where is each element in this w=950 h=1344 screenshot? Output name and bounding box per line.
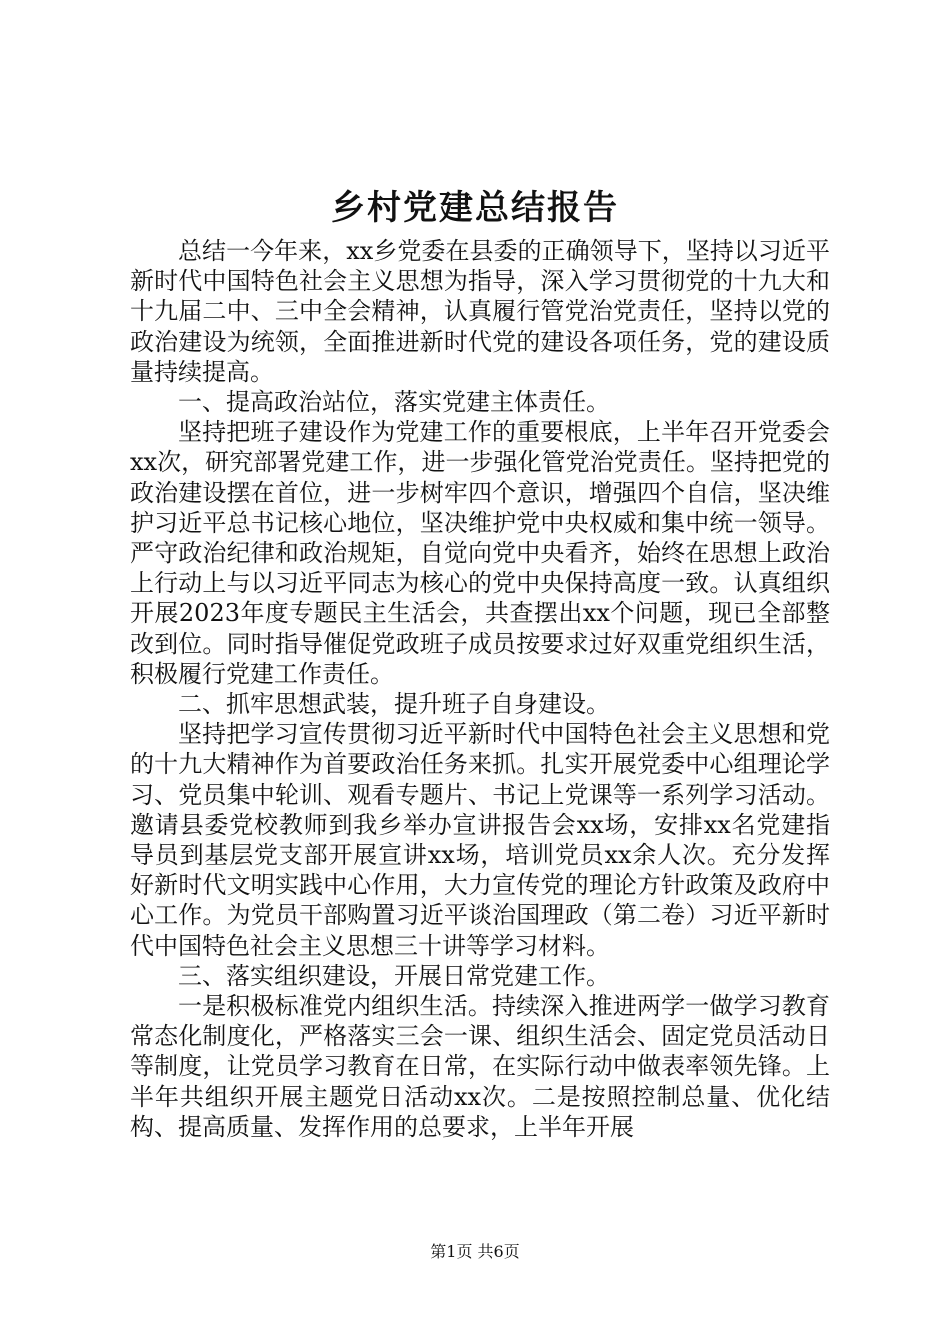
document-body [130, 236, 830, 1142]
paragraph-section-3: 一是积极标准党内组织生活。持续深入推进两学一做学习教育常态化制度化，严格落实三会一课、组织生活会、固定党员活动日等制度，让党员学习教育在日常，在实际行动中做表率领先锋。上半年共组织开展主题党日活动xx次。二是按照控制总量、优化结构、提高质量、发挥作用的总要求，上半年开展 [130, 992, 830, 1141]
section-heading-3: 三、落实组织建设，开展日常党建工作。 [178, 961, 610, 990]
paragraph-section-1: 坚持把班子建设作为党建工作的重要根底，上半年召开党委会xx次，研究部署党建工作，进一步强化管党治党责任。坚持把党的政治建设摆在首位，进一步树牢四个意识，增强四个自信，坚决维护习近平总书记核心地位，坚决维护党中央权威和集中统一领导。严守政治纪律和政治规矩，自觉向党中央看齐，始终在思想上政治上行动上与以习近平同志为核心的党中央保持高度一致。认真组织开展2023年度专题民主生活会，共查摆出xx个问题，现已全部整改到位。同时指导催促党政班子成员按要求过好双重党组织生活，积极履行党建工作责任。 [130, 418, 830, 688]
page-number: 第1页 共6页 [430, 1242, 520, 1261]
paragraph-intro: 总结一今年来，xx乡党委在县委的正确领导下，坚持以习近平新时代中国特色社会主义思想为指导，深入学习贯彻党的十九大和十九届二中、三中全会精神，认真履行管党治党责任，坚持以党的政治建设为统领，全面推进新时代党的建设各项任务，党的建设质量持续提高。 [130, 237, 830, 386]
section-heading-2: 二、抓牢思想武装，提升班子自身建设。 [178, 690, 610, 719]
document-title: 乡村党建总结报告 [331, 188, 619, 228]
section-heading-1: 一、提高政治站位，落实党建主体责任。 [178, 388, 610, 417]
paragraph-section-2: 坚持把学习宣传贯彻习近平新时代中国特色社会主义思想和党的十九大精神作为首要政治任务来抓。扎实开展党委中心组理论学习、党员集中轮训、观看专题片、书记上党课等一系列学习活动。邀请县委党校教师到我乡举办宣讲报告会xx场，安排xx名党建指导员到基层党支部开展宣讲xx场，培训党员xx余人次。充分发挥好新时代文明实践中心作用，大力宣传党的理论方针政策及政府中心工作。为党员干部购置习近平谈治国理政（第二卷）习近平新时代中国特色社会主义思想三十讲等学习材料。 [130, 720, 830, 960]
